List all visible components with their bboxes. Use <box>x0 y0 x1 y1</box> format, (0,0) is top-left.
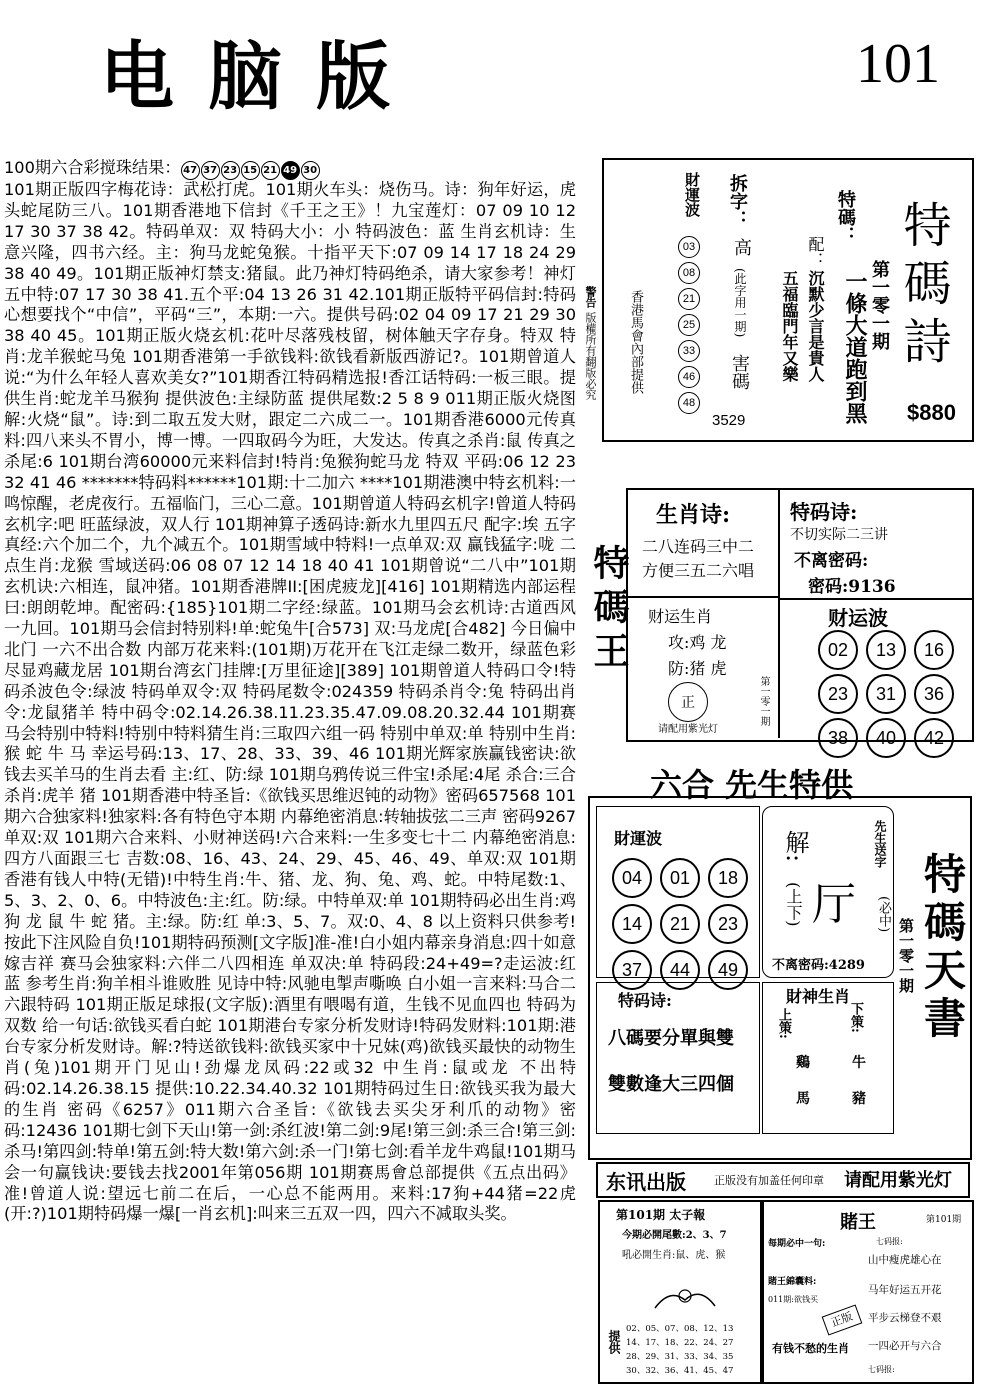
page-title: 电脑版 <box>100 34 424 120</box>
box4-row: 30、32、36、41、45、47 <box>626 1366 734 1376</box>
box1-pei2: 五福臨門年又樂 <box>780 270 799 382</box>
box2-zodiac-poem-label: 生肖诗: <box>656 502 731 528</box>
result-ball: 49 <box>281 161 300 180</box>
wave-ball: 23 <box>708 904 748 944</box>
box1-issue: 第一零一期 <box>869 260 890 350</box>
box2-side-title: 特碼王 <box>588 544 630 676</box>
box5-must-label: 每期必中一句: <box>768 1239 826 1249</box>
box5-king-label: 賭王錦囊料: <box>768 1277 817 1287</box>
box2-attack: 攻:鸡 龙 <box>668 633 727 652</box>
box3-upper-1: 鷄 <box>796 1055 810 1071</box>
wave-ball: 03 <box>678 236 700 258</box>
box4-mao <box>622 1246 725 1261</box>
box2-seal <box>668 682 708 722</box>
wave-ball: 46 <box>678 366 700 388</box>
uv-note: 请配用紫光灯 <box>844 1170 952 1191</box>
box3-secret: 不离密码:4289 <box>772 958 865 973</box>
box4-row: 28、29、31、33、34、35 <box>626 1352 734 1362</box>
box5-line4: 一四必开与六合 <box>868 1340 942 1352</box>
prince-paper-box <box>598 1200 762 1384</box>
box3-wave-label: 財運波 <box>614 829 663 848</box>
box4-mao-label: 吼必開生肖: <box>622 1250 676 1261</box>
box2-wave-label: 财运波 <box>828 606 888 630</box>
main-article <box>4 158 576 1225</box>
box1-chaizi-label: 拆字： <box>727 174 748 228</box>
box3-big-char: 厅 <box>812 879 856 930</box>
box1-line1: 一條大道跑到黑 <box>842 270 868 424</box>
box5-stamp-text: 正版 <box>829 1309 855 1330</box>
box1-pei1: 沉默少言是貴人 <box>806 270 825 382</box>
box3-jie-label: 解: <box>781 830 809 863</box>
special-poem-box <box>602 158 974 442</box>
box2-poem-1: 不切实际二三讲 <box>790 527 888 543</box>
box4-offer-label: 提供 <box>607 1330 621 1354</box>
box2-secret: 密码:9136 <box>808 577 896 597</box>
issue-number: 101 <box>856 33 940 95</box>
box1-label: 特碼： <box>835 190 856 244</box>
box5-stamp <box>822 1304 863 1335</box>
wave-ball: 33 <box>678 340 700 362</box>
box2-poem-label: 特码诗: <box>790 500 858 524</box>
result-ball: 15 <box>241 161 260 180</box>
result-ball: 21 <box>261 161 280 180</box>
box3-upper-label: 上策: <box>776 1008 791 1039</box>
box1-price: $880 <box>907 400 956 425</box>
box1-chaizi-note: (此字用一期) <box>733 268 747 338</box>
wave-ball: 31 <box>866 674 906 714</box>
box3-lower-label: 下策: <box>848 1002 863 1033</box>
footer-bar <box>596 1162 970 1198</box>
box2-zodiac-poem-1: 二八连码三中二 <box>642 537 755 556</box>
box5-line3: 平步云梯登不艰 <box>868 1312 942 1324</box>
wave-ball: 14 <box>612 904 652 944</box>
wave-ball: 37 <box>612 950 652 990</box>
box1-source: 香港馬會內部提供 <box>628 290 643 394</box>
box4-must: 今期必開尾數:2、3、7 <box>622 1230 727 1241</box>
seal-text: 正 <box>681 695 695 711</box>
code-king-box <box>626 488 974 748</box>
results-lead: 100期六合彩搅珠结果： <box>4 158 181 177</box>
box3-header: 六合 先生特供 <box>650 766 854 804</box>
wave-ball: 38 <box>818 718 858 758</box>
box2-secret-label: 不离密码: <box>794 551 869 571</box>
wave-ball: 02 <box>818 630 858 670</box>
box4-row: 14、17、18、22、24、27 <box>626 1338 734 1348</box>
box4-mao-val: 鼠、虎、猴 <box>675 1250 726 1261</box>
box1-title: 特碼詩 <box>895 200 951 374</box>
box1-pei-label: 配： <box>806 236 825 268</box>
box3-jie-note: (上下) <box>784 882 803 927</box>
box2-wave-grid <box>818 630 964 758</box>
wave-ball: 40 <box>866 718 906 758</box>
box3-side-issue: 第一零一期 <box>897 918 915 993</box>
article-text: 101期正版四字梅花诗：武松打虎。101期火车头：烧伤马。诗：狗年好运，虎头蛇尾防三八。101期香港地下信封《千王之王》！九宝莲灯：07 09 10 12 17 30 37 38 42。特码单双：双 特码大小：小 特码波色：蓝 生肖玄机诗：生意兴隆，四书六经。主：狗马龙蛇兔猴。十指平天下:07 09 14 17 18 24 29 38 40 49。101期正版神灯禁支:猪鼠。此乃神灯特码绝杀，请大家参考！神灯五中特:07 17 30 38 41.五个平:04 13 26 31 42.101期正版特平码信封:特码心想要找个“中信”，平码“三”，本期:一六。提供号码:02 04 09 17 21 29 30 38 40 45。101期正版火烧玄机:花叶尽落残枝留，树体触天字存身。特双 特肖:龙羊猴蛇马兔 101期香港第一手欲钱料:欲钱看新版西游记?。101期曾道人说:“为什么年轻人喜欢美女?”101期香江特码精选报!香江话特码:一板三眼。提供生肖:蛇龙羊马猴狗 提供波色:主绿防蓝 提供尾数:2 5 8 9 011期正版火烧图解:火烧“鼠”。诗:到二取五发大财，跟定二六成二一。101期香港6000元传真料:四八来头不胃小，博一博。一四取码今为旺，大发达。传真之杀肖:鼠 传真之杀尾:6 101期台湾60000元来料信封!特肖:兔猴狗蛇马龙 特双 平码:06 12 23 32 41 46 *******特码料******101期:十二加六 ****101期港澳中特玄机料:一鸣惊醒，老虎夜行。五福临门，三心二意。101期曾道人特码玄机字!曾道人特码玄机字:吧 旺蓝绿波，双人行 101期神算子透码诗:新水九里四五尺 配字:埃 五字真经:六个加二个，九个减五个。101期雪域中特料!一点单双:双 赢钱猛字:咙 二点生肖:龙猴 雪域送码:06 08 07 12 14 18 40 41 101期曾说“二八中”101期玄机诀:六相连，鼠冲猪。101期香港牌II:[困虎疲龙][416] 101期精选内部运程曰:朗朗乾坤。配密码:{185}101期二字经:绿蓝。101期马会玄机诗:古道西风一九回。101期马会信封特别料!单:蛇兔牛[合573] 双:马龙虎[合482] 今日偏中北门 一六不出合数 内部万花来料:(101期)万花开在飞江走绿二数开，绿蓝色彩尽显鸡藏龙居 101期台湾玄门挂牌:[万里征途][389] 101期曾道人特码口令!特码杀波色令:绿波 特码单双令:双 特码尾数令:024359 特码杀肖令:兔 特码出肖令:龙鼠猪羊 特中码令:02.14.26.38.11.23.35.47.09.08.20.32.44 101期赛马会特别中特料!特别中特料猜生肖:三取四六组一码 特别中单双:单 特别中生肖:猴 蛇 牛 马 幸运号码:13、17、28、33、39、46 101期光辉家族赢钱密诀:欲钱去买羊马的生肖去看 主:红、防:绿 101期乌鸦传说三件宝!杀尾:4尾 杀合:三合 杀肖:虎羊 猪 101期香港中特圣旨:《欲钱买思维迟钝的动物》密码657568 101期六合独家料!独家料:各有特色守本期 内幕绝密消息:转轴拔弦二三声 密码9267 单双:双 101期六合来料、小财神送码!六合来料:一生多变七十二 内幕绝密消息:四方八面跟三七 吉数:08、16、43、24、29、45、46、49、单双:双 101期香港有钱人中特(无错)!中特生肖:牛、猪、龙、狗、兔、鸡、蛇。中特尾数:1、5、3、2、0、6。中特波色:主:红。防:绿。中特单双:单 101期特码必出生肖:鸡 狗 龙 鼠 牛 蛇 猪。主:绿。防:红 单:3、5、7。双:0、4、8 以上资料只供参考!按此下注风险自负!101期特码预测[文字版]准-准!白小姐内幕亲身消息:四十如意嫁吉祥 赛马会独家料:六伴二八四相连 单双决:单 特码段:24+49=?走运波:红 蓝 参考生肖:狗羊相斗谁败胜 见诗中特:风驰电掣声嘶唤 白小姐一言来料:马合二六跟特码 101期正版足球报(文字版):酒里有喂喝有道，生钱不见血四也 特码为双数 给一句话:欲钱买看白蛇 101期港台专家分析发财诗!特码发财料:101期:港台专家分析发财诗。解:?特送欲钱料:欲钱买家中十兄妹(鸡)欲钱买最快的动物生肖(兔)101期开门见山!劲爆龙凤码:22或32 中生肖:鼠或龙 不出特码:02.14.26.38.15 提供:10.22.34.40.32 101期特码过生日:欲钱买我为最大的生肖 密码《6257》011期六合圣旨:《欲钱去买尖牙利爪的动物》密码:12436 101期七剑下天山!第一剑:杀红波!第二剑:9尾!第三剑:杀三合!第三剑:杀马!第四剑:特单!第五剑:特大数!第六剑:杀一门!第七剑:看羊龙牛鸡鼠!101期马会一句赢钱诀:要钱去找2001年第056期 101期赛馬會总部提供《五点出码》准!曾道人说:望远七前二在后，一心总不能两用。来料:17狗+44猪=22虎(开:?)101期特码爆一爆[一肖玄机]:叫来三五双一四，四六不减取头奖。 <box>4 180 576 1224</box>
box5-issue: 第101期 <box>926 1215 962 1225</box>
box5-king-note: 011期:欲钱买 <box>768 1295 818 1304</box>
wave-ball: 21 <box>678 288 700 310</box>
box1-wave-list <box>678 232 700 418</box>
box1-chaizi-suffix: 害碼 <box>729 354 750 390</box>
box5-line1: 山中瘦虎雄心在 <box>868 1254 942 1266</box>
wave-ball: 18 <box>708 858 748 898</box>
wave-ball: 04 <box>612 858 652 898</box>
wave-ball: 23 <box>818 674 858 714</box>
box2-issue: 第一零一期 <box>758 676 769 726</box>
box1-code: 3529 <box>712 412 746 429</box>
box3-mr-label: 先生送字 <box>873 820 887 868</box>
box3-lower-2: 豬 <box>852 1091 866 1107</box>
box2-zodiac-poem-2: 方便三五二六唱 <box>642 561 755 580</box>
wave-ball: 16 <box>914 630 954 670</box>
wave-ball: 25 <box>678 314 700 336</box>
wave-ball: 21 <box>660 904 700 944</box>
box3-poem-2: 雙數逢大三四個 <box>608 1074 734 1095</box>
box3-god-label: 財神生肖 <box>786 987 851 1006</box>
box3-poem-label: 特码诗: <box>618 991 672 1010</box>
result-ball: 23 <box>221 161 240 180</box>
box3-lower-1: 牛 <box>852 1055 866 1071</box>
box5-line2: 马年好运五开花 <box>868 1284 942 1296</box>
box2-defend: 防:猪 虎 <box>668 659 727 678</box>
wave-ball: 49 <box>708 950 748 990</box>
result-ball: 30 <box>301 161 320 180</box>
box4-title: 第101期 太子報 <box>616 1208 706 1222</box>
box1-chaizi-char: 高 <box>731 238 752 256</box>
no-stamp-note: 正版没有加盖任何印章 <box>714 1174 824 1187</box>
wave-ball: 13 <box>866 630 906 670</box>
box3-wave-grid <box>612 858 756 990</box>
box4-rows <box>626 1322 733 1378</box>
box5-title: 賭王 <box>840 1212 876 1233</box>
wave-ball: 42 <box>914 718 954 758</box>
publisher-label: 东讯出版 <box>606 1170 686 1194</box>
box3-mr-note: (必中) <box>876 896 891 933</box>
results-line <box>4 158 576 180</box>
box3-upper-2: 馬 <box>796 1091 810 1107</box>
warning-text: 版權所有翻版必究 <box>584 312 597 400</box>
result-ball: 37 <box>201 161 220 180</box>
box5-king-answer: 有钱不愁的生肖 <box>772 1342 849 1355</box>
wave-ball: 08 <box>678 262 700 284</box>
box1-wave-label: 財運波 <box>683 172 701 217</box>
gambling-king-box <box>762 1200 974 1384</box>
result-ball: 47 <box>181 161 200 180</box>
wave-ball: 01 <box>660 858 700 898</box>
mr-special-box <box>588 796 972 1160</box>
box5-seven-label: 七码报: <box>876 1237 903 1246</box>
box4-illustration <box>650 1278 720 1318</box>
box4-row: 02、05、07、08、12、13 <box>626 1324 734 1334</box>
box2-fortune-label: 财运生肖 <box>648 607 713 626</box>
wave-ball: 48 <box>678 392 700 414</box>
box5-bottom: 七码报: <box>868 1365 895 1374</box>
wave-ball: 44 <box>660 950 700 990</box>
wave-ball: 36 <box>914 674 954 714</box>
warning-label: 警告 <box>584 286 597 308</box>
box2-uv: 请配用紫光灯 <box>658 724 718 735</box>
box3-side-title: 特碼天書 <box>918 852 967 1044</box>
box3-poem-1: 八碼要分單與雙 <box>608 1028 734 1049</box>
